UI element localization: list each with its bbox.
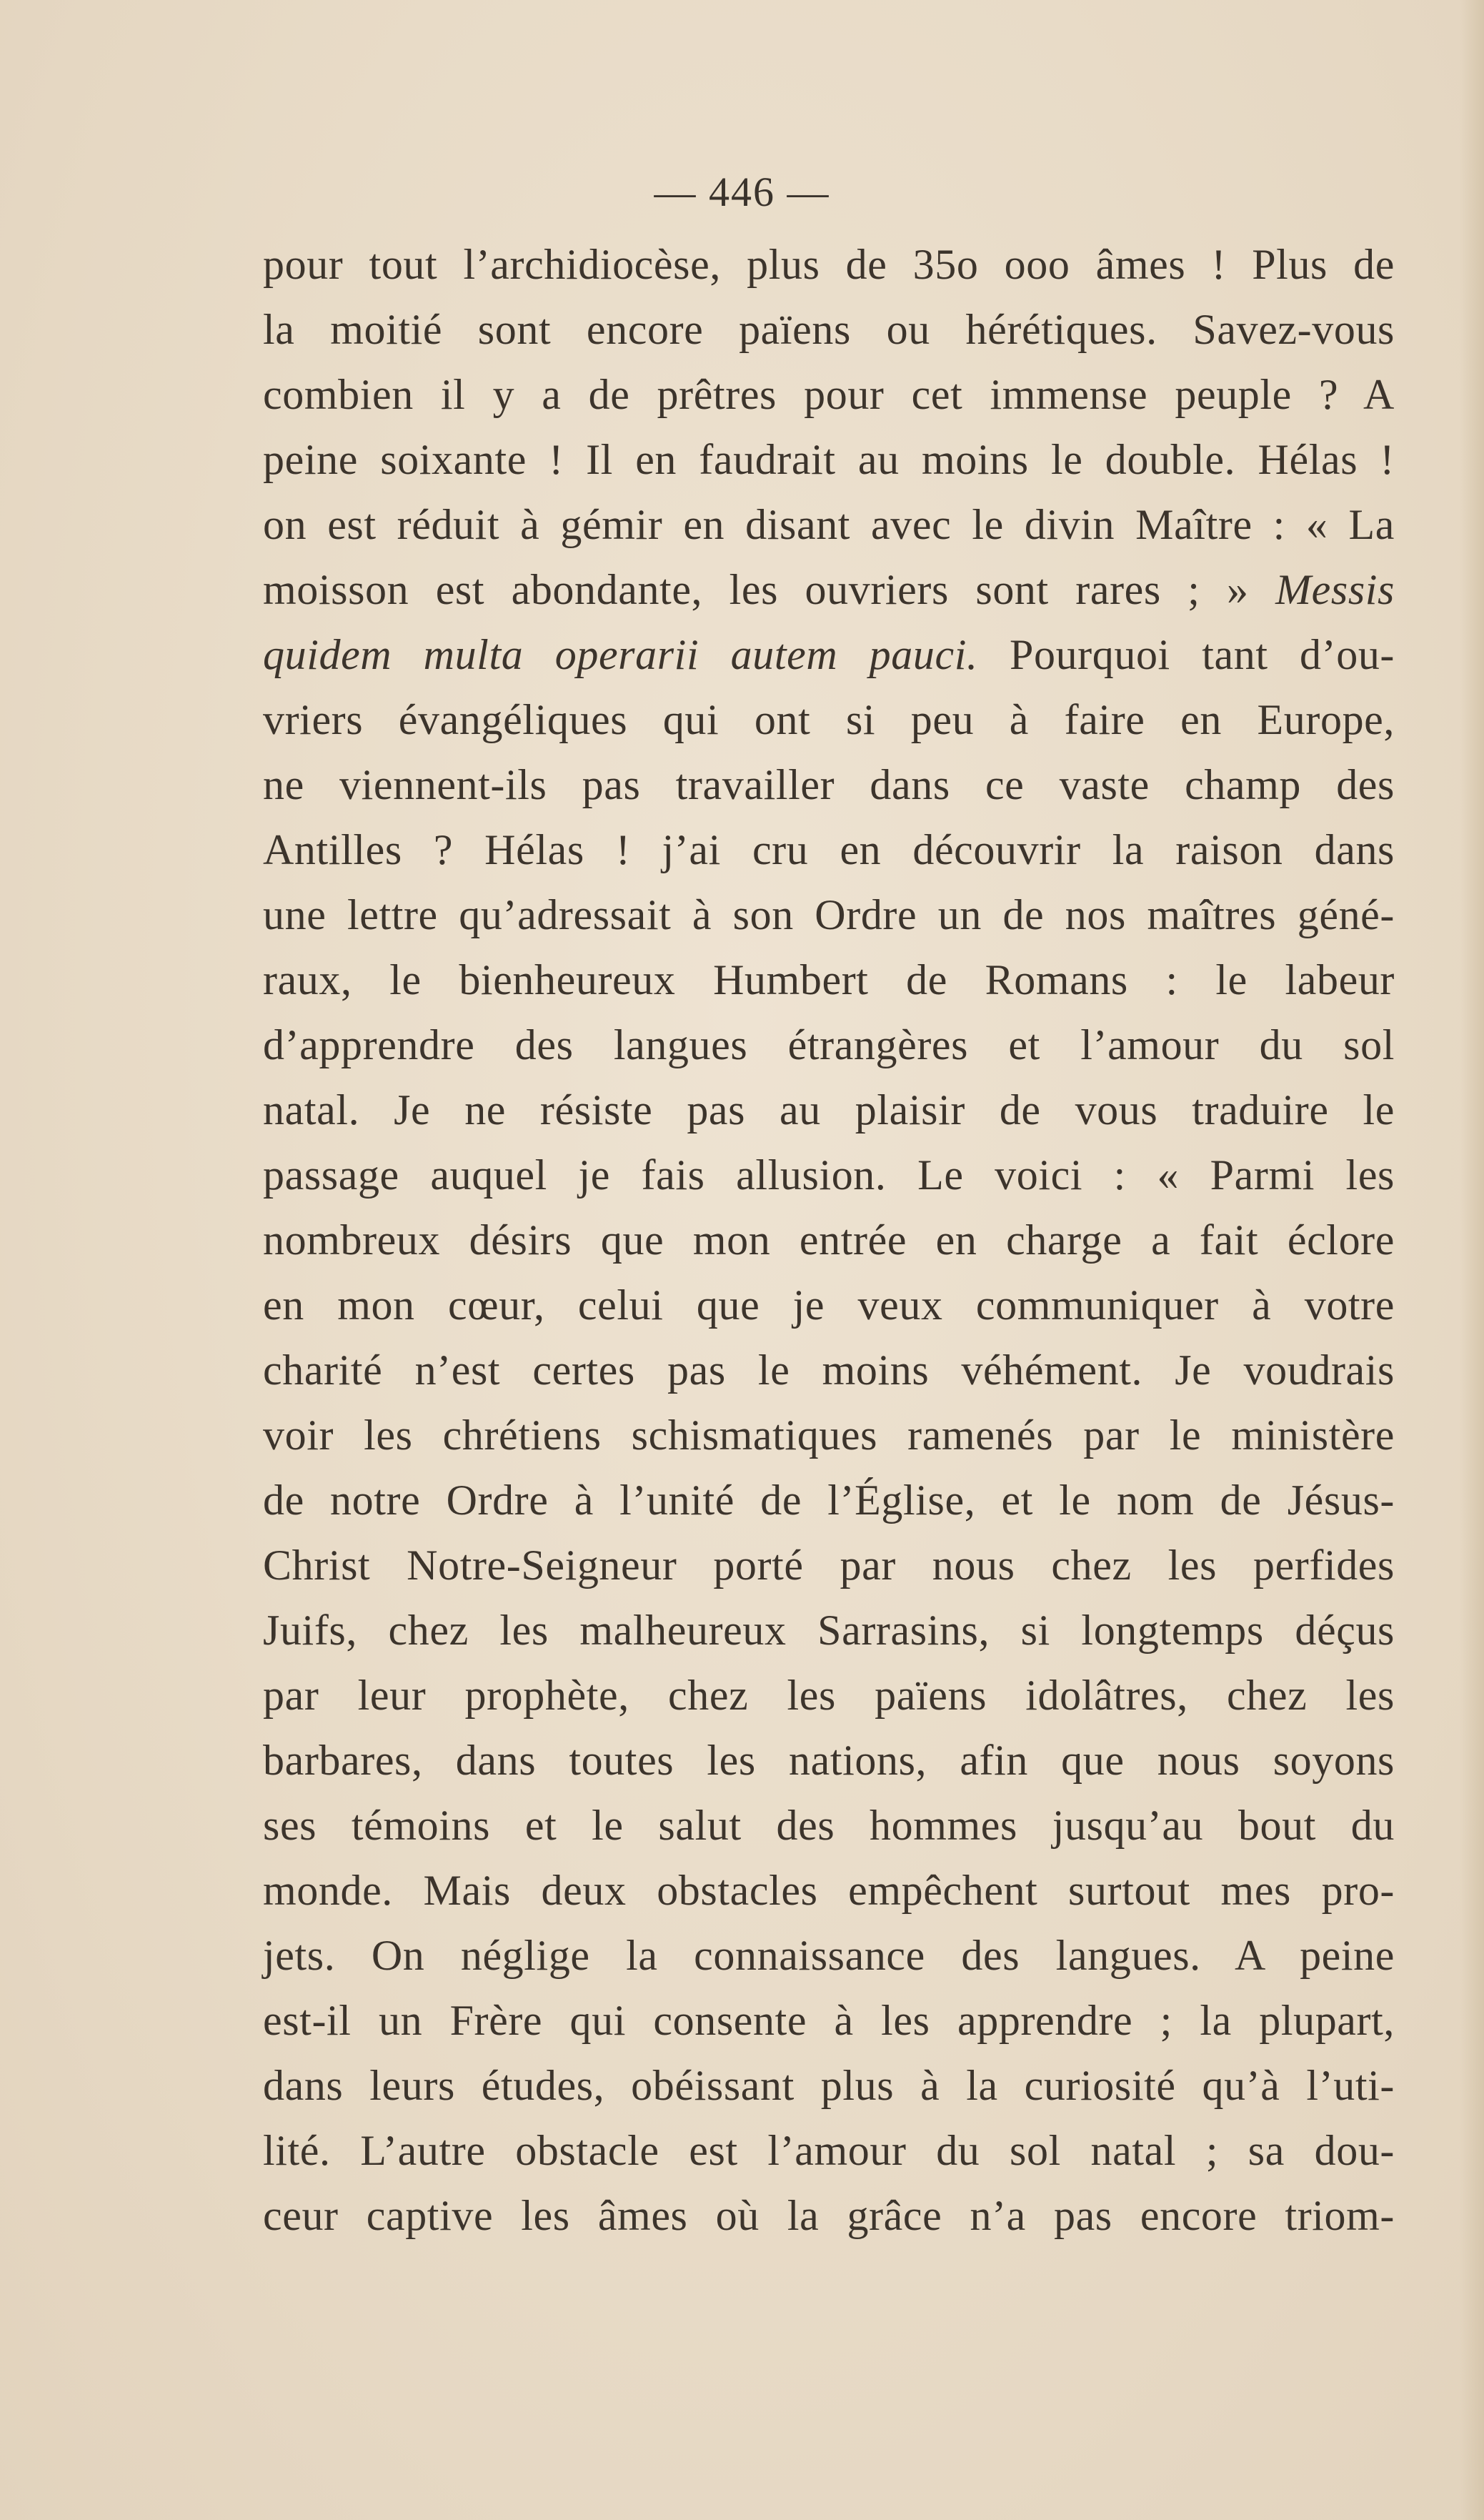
latin-quote: Messis bbox=[1275, 566, 1395, 613]
text-line: barbares, dans toutes les nations, afin que nous soyons bbox=[263, 1737, 1395, 1784]
text-line: peine soixante ! Il en faudrait au moins le double. Hélas ! bbox=[263, 436, 1395, 483]
text-line: par leur prophète, chez les païens idolâtres, chez les bbox=[263, 1672, 1395, 1719]
text-line: Christ Notre-Seigneur porté par nous chez les perfides bbox=[263, 1542, 1395, 1589]
text-line: lité. L’autre obstacle est l’amour du sol natal ; sa dou- bbox=[263, 2127, 1395, 2174]
text-line: quidem multa operarii autem pauci. Pourquoi tant d’ou- bbox=[263, 631, 1395, 678]
text-line: voir les chrétiens schismatiques ramenés par le ministère bbox=[263, 1412, 1395, 1459]
text-line: de notre Ordre à l’unité de l’Église, et le nom de Jésus- bbox=[263, 1477, 1395, 1524]
text-line: moisson est abondante, les ouvriers sont rares ; » Messis bbox=[263, 566, 1395, 613]
text-line: dans leurs études, obéissant plus à la curiosité qu’à l’uti- bbox=[263, 2062, 1395, 2109]
text-line: Antilles ? Hélas ! j’ai cru en découvrir la raison dans bbox=[263, 826, 1395, 873]
text-line: combien il y a de prêtres pour cet immense peuple ? A bbox=[263, 371, 1395, 418]
text-line: d’apprendre des langues étrangères et l’amour du sol bbox=[263, 1021, 1395, 1068]
text-line: est-il un Frère qui consente à les apprendre ; la plupart, bbox=[263, 1997, 1395, 2044]
text-line: ceur captive les âmes où la grâce n’a pas encore triom- bbox=[263, 2192, 1395, 2239]
text-line: pour tout l’archidiocèse, plus de 35o ooo âmes ! Plus de bbox=[263, 241, 1395, 288]
text-line: natal. Je ne résiste pas au plaisir de vous traduire le bbox=[263, 1086, 1395, 1133]
text-line: nombreux désirs que mon entrée en charge a fait éclore bbox=[263, 1216, 1395, 1264]
text-line: ses témoins et le salut des hommes jusqu’au bout du bbox=[263, 1802, 1395, 1849]
latin-quote: quidem multa operarii autem pauci. bbox=[263, 631, 978, 678]
page-number: — 446 — bbox=[654, 169, 830, 215]
text-line: monde. Mais deux obstacles empêchent surtout mes pro- bbox=[263, 1867, 1395, 1914]
text-line: Juifs, chez les malheureux Sarrasins, si longtemps déçus bbox=[263, 1607, 1395, 1654]
text-line: passage auquel je fais allusion. Le voici : « Parmi les bbox=[263, 1151, 1395, 1199]
text-line: jets. On néglige la connaissance des langues. A peine bbox=[263, 1932, 1395, 1979]
text-line: une lettre qu’adressait à son Ordre un de nos maîtres géné- bbox=[263, 891, 1395, 938]
body-text bbox=[263, 232, 1395, 2248]
text-line: en mon cœur, celui que je veux communiquer à votre bbox=[263, 1281, 1395, 1329]
page-edge-shadow bbox=[1460, 0, 1484, 2520]
text-line: vriers évangéliques qui ont si peu à faire en Europe, bbox=[263, 696, 1395, 743]
text-line: raux, le bienheureux Humbert de Romans : le labeur bbox=[263, 956, 1395, 1003]
text-line: charité n’est certes pas le moins véhément. Je voudrais bbox=[263, 1346, 1395, 1394]
text-line: ne viennent-ils pas travailler dans ce vaste champ des bbox=[263, 761, 1395, 808]
text-line: on est réduit à gémir en disant avec le divin Maître : « La bbox=[263, 501, 1395, 548]
text-line: la moitié sont encore païens ou hérétiques. Savez-vous bbox=[263, 306, 1395, 353]
